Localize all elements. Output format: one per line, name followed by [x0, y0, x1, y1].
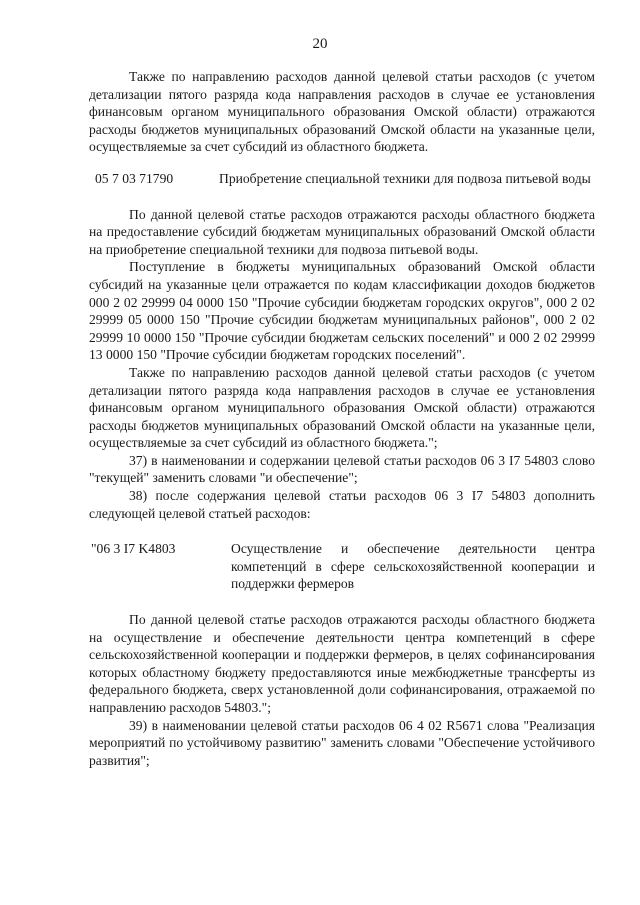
- article-title: Приобретение специальной техники для подвоза питьевой воды: [219, 170, 591, 186]
- paragraph: Также по направлению расходов данной целевой статьи расходов (с учетом детализации пятого разряда кода направления расходов в случае ее установления финансовым органом муниципального образования Омской области) отражаются расходы бюджетов муниципальных образований Омской области на указанные цели, осуществляемые за счет субсидий из областного бюджета.: [89, 69, 595, 155]
- paragraph: По данной целевой статье расходов отражаются расходы областного бюджета на предоставление субсидий бюджетам муниципальных образований Омской области на приобретение специальной техники для подвоза питьевой воды.: [89, 206, 595, 257]
- document-body: [89, 68, 595, 769]
- paragraph: Поступление в бюджеты муниципальных образований Омской области субсидий на указанные цели отражается по кодам классификации доходов бюджетов 000 2 02 29999 04 0000 150 "Прочие субсидии бюджетам городских округов", 000 2 02 29999 05 0000 150 "Прочие субсидии бюджетам муниципальных районов", 000 2 02 29999 10 0000 150 "Прочие субсидии бюджетам сельских поселений" и 000 2 02 29999 13 0000 150 "Прочие субсидии бюджетам городских поселений".: [89, 259, 595, 363]
- article-code: "06 3 I7 K4803: [91, 541, 176, 557]
- article-title: Осуществление и обеспечение деятельности центра компетенций в сфере сельскохозяйственной кооперации и поддержки фермеров: [231, 541, 595, 592]
- article-code: 05 7 03 71790: [95, 170, 174, 186]
- amendment-item-39: 39) в наименовании целевой статьи расходов 06 4 02 R5671 слова "Реализация мероприятий по устойчивому развитию" заменить словами "Обеспечение устойчивого развития";: [89, 717, 595, 768]
- paragraph: Также по направлению расходов данной целевой статьи расходов (с учетом детализации пятого разряда кода направления расходов в случае ее установления финансовым органом муниципального образования Омской области) отражаются расходы бюджетов муниципальных образований Омской области на указанные цели, осуществляемые за счет субсидий из областного бюджета.";: [89, 364, 595, 451]
- paragraph: По данной целевой статье расходов отражаются расходы областного бюджета на осуществление и обеспечение деятельности центра компетенций в сфере сельскохозяйственной кооперации и поддержки фермеров, в целях софинансирования которых областному бюджету предоставляются иные межбюджетные трансферты из федерального бюджета, сверх установленной доли софинансирования, отражаемой по направлению расходов 54803.";: [89, 612, 595, 715]
- amendment-item-38: 38) после содержания целевой статьи расходов 06 3 I7 54803 дополнить следующей целевой статьей расходов:: [89, 488, 595, 521]
- page-number: 20: [312, 36, 328, 52]
- target-article-05-7-03-71790: [89, 170, 595, 188]
- amendment-item-37: 37) в наименовании и содержании целевой статьи расходов 06 3 I7 54803 слово "текущей" заменить словами "и обеспечение";: [89, 452, 595, 486]
- target-article-06-3-i7-k4803: [89, 540, 595, 593]
